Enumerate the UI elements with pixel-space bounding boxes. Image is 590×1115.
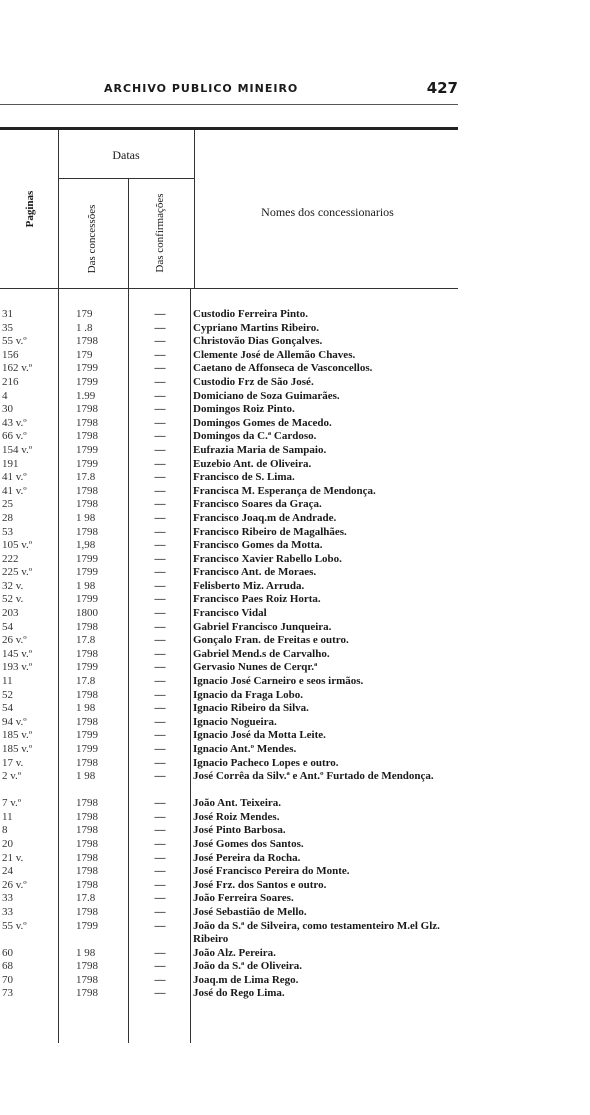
table-row [0,675,458,689]
concession-date-cell: 1798 [76,905,98,918]
confirmation-cell: — [154,593,166,606]
confirmation-cell: — [154,471,166,484]
table-row [0,729,458,743]
name-cell: Francisco Ribeiro de Magalhães. [193,525,347,538]
name-cell: Francisco Ant. de Moraes. [193,566,317,579]
concession-date-cell: 1799 [76,375,98,388]
concession-date-cell: 1798 [76,335,98,348]
concession-date-cell: 1798 [76,878,98,891]
page-cell: 73 [2,987,13,1000]
page-cell: 156 [2,348,19,361]
page-cell: 53 [2,525,13,538]
name-cell: Joaq.m de Lima Rego. [193,973,299,986]
concession-date-cell: 1798 [76,797,98,810]
table-row [0,322,458,336]
concession-date-cell: 1 98 [76,702,96,715]
page-cell: 70 [2,973,13,986]
page-cell: 32 v. [2,579,24,592]
concession-date-cell: 1798 [76,498,98,511]
name-cell: Francisca M. Esperança de Mendonça. [193,484,376,497]
table-row [0,716,458,730]
table-row [0,879,458,893]
page-cell: 31 [2,308,13,320]
concession-date-cell: 1798 [76,416,98,429]
name-cell: Ignacio Ant.º Mendes. [193,743,297,755]
table-row [0,390,458,404]
name-cell: Francisco Xavier Rabello Lobo. [193,552,342,565]
page-cell: 24 [2,865,13,878]
page-cell: 4 [2,389,8,402]
col-confirmacoes: Das confirmações [154,193,166,273]
concession-date-cell: 1798 [76,647,98,660]
concession-date-cell: 1798 [76,756,98,769]
name-cell: João Alz. Pereira. [193,946,276,959]
concession-date-cell: 1798 [76,430,98,443]
col-datas: Datas [112,148,140,162]
confirmation-cell: — [154,892,166,905]
page-cell: 30 [2,403,13,416]
page-cell: 54 [2,702,13,715]
page-cell: 225 v.º [2,566,33,579]
table-row [0,539,458,553]
name-cell: Domiciano de Soza Guimarães. [193,389,340,402]
table-top-rule [0,127,458,130]
name-cell: José Pereira da Rocha. [193,851,301,864]
concession-date-cell: 17.8 [76,892,96,905]
table-row [0,471,458,485]
table-body [0,308,458,1001]
table-row [0,892,458,906]
col-nomes: Nomes dos concessionarios [261,205,394,219]
concession-date-cell: 1 98 [76,946,96,959]
table-row [0,403,458,417]
page-cell: 52 [2,688,13,701]
confirmation-cell: — [154,878,166,891]
page-cell: 35 [2,321,13,334]
table-row [0,580,458,594]
concession-date-cell: 1 .8 [76,321,93,334]
table-row [0,553,458,567]
concession-date-cell: 1798 [76,715,98,728]
confirmation-cell: — [154,770,166,783]
confirmation-cell: — [154,308,166,320]
name-cell: Francisco de S. Lima. [193,471,295,484]
table-row [0,621,458,635]
table-row [0,634,458,648]
concession-date-cell: 1.99 [76,389,96,402]
name-cell: João da S.ª de Silveira, como testamenteiro M.el Glz. Ribeiro [193,919,440,945]
table-row [0,743,458,757]
concession-date-cell: 17.8 [76,675,96,688]
confirmation-cell: — [154,362,166,375]
confirmation-cell: — [154,579,166,592]
col-concessoes: Das concessões [86,204,98,274]
name-cell: João Ferreira Soares. [193,892,294,905]
name-cell: Gonçalo Fran. de Freitas e outro. [193,634,349,647]
confirmation-cell: — [154,484,166,497]
table-row [0,960,458,974]
name-cell: Francisco Soares da Graça. [193,498,322,511]
concession-date-cell: 1799 [76,552,98,565]
name-cell: José Corrêa da Silv.ª e Ant.º Furtado de Mendonça. [193,770,434,783]
name-cell: Domingos da C.ª Cardoso. [193,430,317,443]
concession-date-cell: 17.8 [76,471,96,484]
table-row [0,865,458,879]
page-cell: 41 v.º [2,484,27,497]
table-row [0,689,458,703]
confirmation-cell: — [154,824,166,837]
concession-date-cell: 1798 [76,688,98,701]
table-row [0,987,458,1001]
page-cell: 54 [2,620,13,633]
concession-date-cell: 1799 [76,443,98,456]
name-cell: José Francisco Pereira do Monte. [193,865,350,878]
page-cell: 41 v.º [2,471,27,484]
confirmation-cell: — [154,430,166,443]
name-cell: Euzebio Ant. de Oliveira. [193,457,312,470]
table-row [0,566,458,580]
page-cell: 185 v.º [2,743,33,755]
concession-date-cell: 1798 [76,824,98,837]
page-cell: 222 [2,552,19,565]
concession-date-cell: 1799 [76,593,98,606]
table-row [0,349,458,363]
confirmation-cell: — [154,525,166,538]
page-cell: 26 v.º [2,634,27,647]
table-row [0,920,458,947]
concession-date-cell: 1799 [76,362,98,375]
table-row [0,824,458,838]
confirmation-cell: — [154,634,166,647]
page-cell: 216 [2,375,19,388]
table-row [0,838,458,852]
table-row [0,593,458,607]
confirmation-cell: — [154,335,166,348]
confirmation-cell: — [154,688,166,701]
table-row [0,852,458,866]
name-cell: Christovão Dias Gonçalves. [193,335,323,348]
concession-date-cell: 1798 [76,960,98,973]
page-cell: 8 [2,824,8,837]
name-cell: Ignacio José da Motta Leite. [193,729,326,742]
page-cell: 66 v.º [2,430,27,443]
concession-date-cell: 1,98 [76,539,96,552]
concession-date-cell: 1799 [76,729,98,742]
name-cell: Gabriel Mend.s de Carvalho. [193,647,330,660]
name-cell: Ignacio Nogueira. [193,715,277,728]
confirmation-cell: — [154,607,166,620]
name-cell: Clemente José de Allemão Chaves. [193,348,356,361]
concession-date-cell: 1800 [76,607,98,620]
concession-date-cell: 17.8 [76,634,96,647]
name-cell: Domingos Roiz Pinto. [193,403,295,416]
confirmation-cell: — [154,566,166,579]
concession-date-cell: 1798 [76,484,98,497]
page-cell: 55 v.º [2,919,27,932]
concession-date-cell: 1798 [76,810,98,823]
page-cell: 33 [2,905,13,918]
confirmation-cell: — [154,797,166,810]
concession-date-cell: 1798 [76,837,98,850]
confirmation-cell: — [154,403,166,416]
name-cell: José Frz. dos Santos e outro. [193,878,327,891]
name-cell: Francisco Gomes da Motta. [193,539,323,552]
running-title: ARCHIVO PUBLICO MINEIRO [104,82,299,95]
name-cell: Gabriel Francisco Junqueira. [193,620,332,633]
table-row [0,376,458,390]
name-cell: Felisberto Miz. Arruda. [193,579,305,592]
page-cell: 68 [2,960,13,973]
page-cell: 17 v. [2,756,24,769]
confirmation-cell: — [154,498,166,511]
concession-date-cell: 1798 [76,865,98,878]
page-cell: 193 v.º [2,661,33,674]
confirmation-cell: — [154,729,166,742]
name-cell: Custodio Frz de São José. [193,375,314,388]
name-cell: Francisco Vidal [193,607,267,620]
concession-date-cell: 1798 [76,620,98,633]
concession-date-cell: 1798 [76,987,98,1000]
concession-date-cell: 1798 [76,851,98,864]
confirmation-cell: — [154,960,166,973]
page-number: 427 [426,79,458,97]
table-row [0,417,458,431]
table-row [0,906,458,920]
name-cell: José do Rego Lima. [193,987,285,1000]
page-cell: 52 v. [2,593,24,606]
table-row [0,444,458,458]
confirmation-cell: — [154,511,166,524]
page-header [0,79,458,102]
name-cell: João Ant. Teixeira. [193,797,282,810]
confirmation-cell: — [154,457,166,470]
table-row [0,797,458,811]
confirmation-cell: — [154,443,166,456]
divider-datas [194,130,195,288]
concession-date-cell: 1799 [76,457,98,470]
name-cell: Caetano de Affonseca de Vasconcellos. [193,362,373,375]
concession-date-cell: 1799 [76,919,98,932]
confirmation-cell: — [154,675,166,688]
table-row [0,485,458,499]
page-cell: 26 v.º [2,878,27,891]
table-row [0,362,458,376]
confirmation-cell: — [154,620,166,633]
name-cell: Ignacio José Carneiro e seos irmãos. [193,675,364,688]
page-cell: 21 v. [2,851,24,864]
datas-underline [58,178,194,179]
confirmation-cell: — [154,743,166,755]
table-row [0,526,458,540]
page-cell: 25 [2,498,13,511]
confirmation-cell: — [154,647,166,660]
table-row [0,811,458,825]
table-row [0,512,458,526]
name-cell: Ignacio da Fraga Lobo. [193,688,304,701]
page-cell: 55 v.º [2,335,27,348]
page-cell: 20 [2,837,13,850]
table-row [0,974,458,988]
concession-date-cell: 1799 [76,566,98,579]
concession-date-cell: 179 [76,308,93,320]
table-row [0,458,458,472]
name-cell: Custodio Ferreira Pinto. [193,308,308,320]
table-row [0,702,458,716]
page-cell: 28 [2,511,13,524]
confirmation-cell: — [154,973,166,986]
table-row [0,757,458,771]
name-cell: Gervasio Nunes de Cerqr.ª [193,661,318,674]
page-cell: 11 [2,810,13,823]
concession-date-cell: 1798 [76,973,98,986]
confirmation-cell: — [154,552,166,565]
page-cell: 94 v.º [2,715,27,728]
concession-date-cell: 1799 [76,661,98,674]
confirmation-cell: — [154,946,166,959]
table-row [0,498,458,512]
name-cell: Eufrazia Maria de Sampaio. [193,443,327,456]
table-row [0,947,458,961]
page-cell: 2 v.º [2,770,22,783]
confirmation-cell: — [154,348,166,361]
name-cell: José Roiz Mendes. [193,810,280,823]
table-row [0,607,458,621]
page-cell: 43 v.º [2,416,27,429]
name-cell: Francisco Joaq.m de Andrade. [193,511,337,524]
confirmation-cell: — [154,756,166,769]
page-cell: 191 [2,457,19,470]
confirmation-cell: — [154,837,166,850]
page-cell: 7 v.º [2,797,22,810]
table-row [0,430,458,444]
confirmation-cell: — [154,375,166,388]
concession-date-cell: 1799 [76,743,98,755]
confirmation-cell: — [154,321,166,334]
page-cell: 60 [2,946,13,959]
col-paginas: Paginas [24,190,36,228]
concession-date-cell: 1798 [76,525,98,538]
name-cell: José Pinto Barbosa. [193,824,286,837]
page-cell: 105 v.º [2,539,33,552]
name-cell: Domingos Gomes de Macedo. [193,416,332,429]
confirmation-cell: — [154,810,166,823]
page-cell: 185 v.º [2,729,33,742]
confirmation-cell: — [154,865,166,878]
table-row [0,770,458,797]
page-cell: 145 v.º [2,647,33,660]
header-rule [0,104,458,105]
page-cell: 203 [2,607,19,620]
confirmation-cell: — [154,702,166,715]
table-row [0,335,458,349]
table-row [0,308,458,322]
page-cell: 162 v.º [2,362,33,375]
concession-date-cell: 1 98 [76,579,96,592]
table-row [0,648,458,662]
name-cell: Ignacio Ribeiro da Silva. [193,702,309,715]
concession-date-cell: 179 [76,348,93,361]
concession-date-cell: 1 98 [76,511,96,524]
name-cell: José Sebastião de Mello. [193,905,307,918]
table-row [0,661,458,675]
confirmation-cell: — [154,416,166,429]
confirmation-cell: — [154,987,166,1000]
name-cell: Cypriano Martins Ribeiro. [193,321,319,334]
page-cell: 154 v.º [2,443,33,456]
confirmation-cell: — [154,661,166,674]
name-cell: Francisco Paes Roiz Horta. [193,593,321,606]
name-cell: João da S.ª de Oliveira. [193,960,303,973]
page-cell: 33 [2,892,13,905]
confirmation-cell: — [154,851,166,864]
concession-date-cell: 1 98 [76,770,96,783]
concession-date-cell: 1798 [76,403,98,416]
confirmation-cell: — [154,539,166,552]
header-bottom-rule [0,288,458,289]
divider-datas-sub [128,178,129,288]
confirmation-cell: — [154,389,166,402]
page-cell: 11 [2,675,13,688]
confirmation-cell: — [154,919,166,932]
confirmation-cell: — [154,715,166,728]
confirmation-cell: — [154,905,166,918]
name-cell: José Gomes dos Santos. [193,837,304,850]
name-cell: Ignacio Pacheco Lopes e outro. [193,756,339,769]
